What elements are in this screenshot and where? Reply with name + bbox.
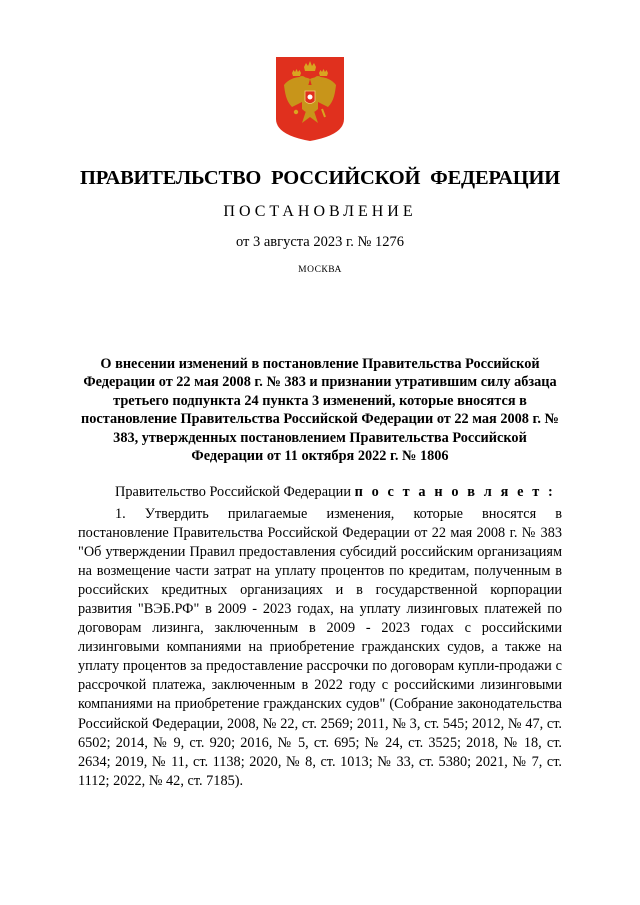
decree-word: п о с т а н о в л я е т :: [354, 484, 556, 500]
preamble: [78, 483, 562, 502]
document-city: МОСКВА: [298, 265, 342, 275]
coat-of-arms-icon: [276, 57, 344, 141]
government-title: ПРАВИТЕЛЬСТВО РОССИЙСКОЙ ФЕДЕРАЦИИ: [80, 167, 560, 189]
preamble-text: Правительство Российской Федерации: [115, 484, 355, 500]
document-type: ПОСТАНОВЛЕНИЕ: [223, 203, 417, 220]
document-heading: О внесении изменений в постановление Правительства Российской Федерации от 22 мая 2008 г. № 383 и признании утратившим силу абзаца третьего подпункта 24 пункта 3 изменений, которые вносятся в постановление Правительства Российской Федерации от 22 мая 2008 г. № 383, утвержденных постановлением Правительства Российской Федерации от 11 октября 2022 г. № 1806: [81, 356, 559, 465]
paragraph-1: 1. Утвердить прилагаемые изменения, которые вносятся в постановление Правительства Российской Федерации от 22 мая 2008 г. № 383 "Об утверждении Правил предоставления субсидий российским организациям на возмещение части затрат на уплату процентов по кредитам, полученным в российских кредитных организациях и в государственной корпорации развития "ВЭБ.РФ" в 2009 - 2023 годах, на уплату лизинговых платежей по договорам лизинга, заключенным в 2009 - 2023 годах с российскими лизинговыми компаниями на приобретение гражданских судов, а также на уплату процентов за предоставление рассрочки по договорам купли-продажи с рассрочкой платежа, заключенным в 2022 году с российскими лизинговыми компаниями на приобретение гражданских судов" (Собрание законодательства Российской Федерации, 2008, № 22, ст. 2569; 2011, № 3, ст. 545; 2012, № 47, ст. 6502; 2014, № 9, ст. 920; 2016, № 5, ст. 695; № 24, ст. 3525; 2018, № 18, ст. 2634; 2019, № 11, ст. 1138; 2020, № 8, ст. 1013; № 33, ст. 5380; 2021, № 7, ст. 1112; 2022, № 42, ст. 7185).: [78, 506, 562, 789]
document-date-number: от 3 августа 2023 г. № 1276: [235, 234, 405, 250]
